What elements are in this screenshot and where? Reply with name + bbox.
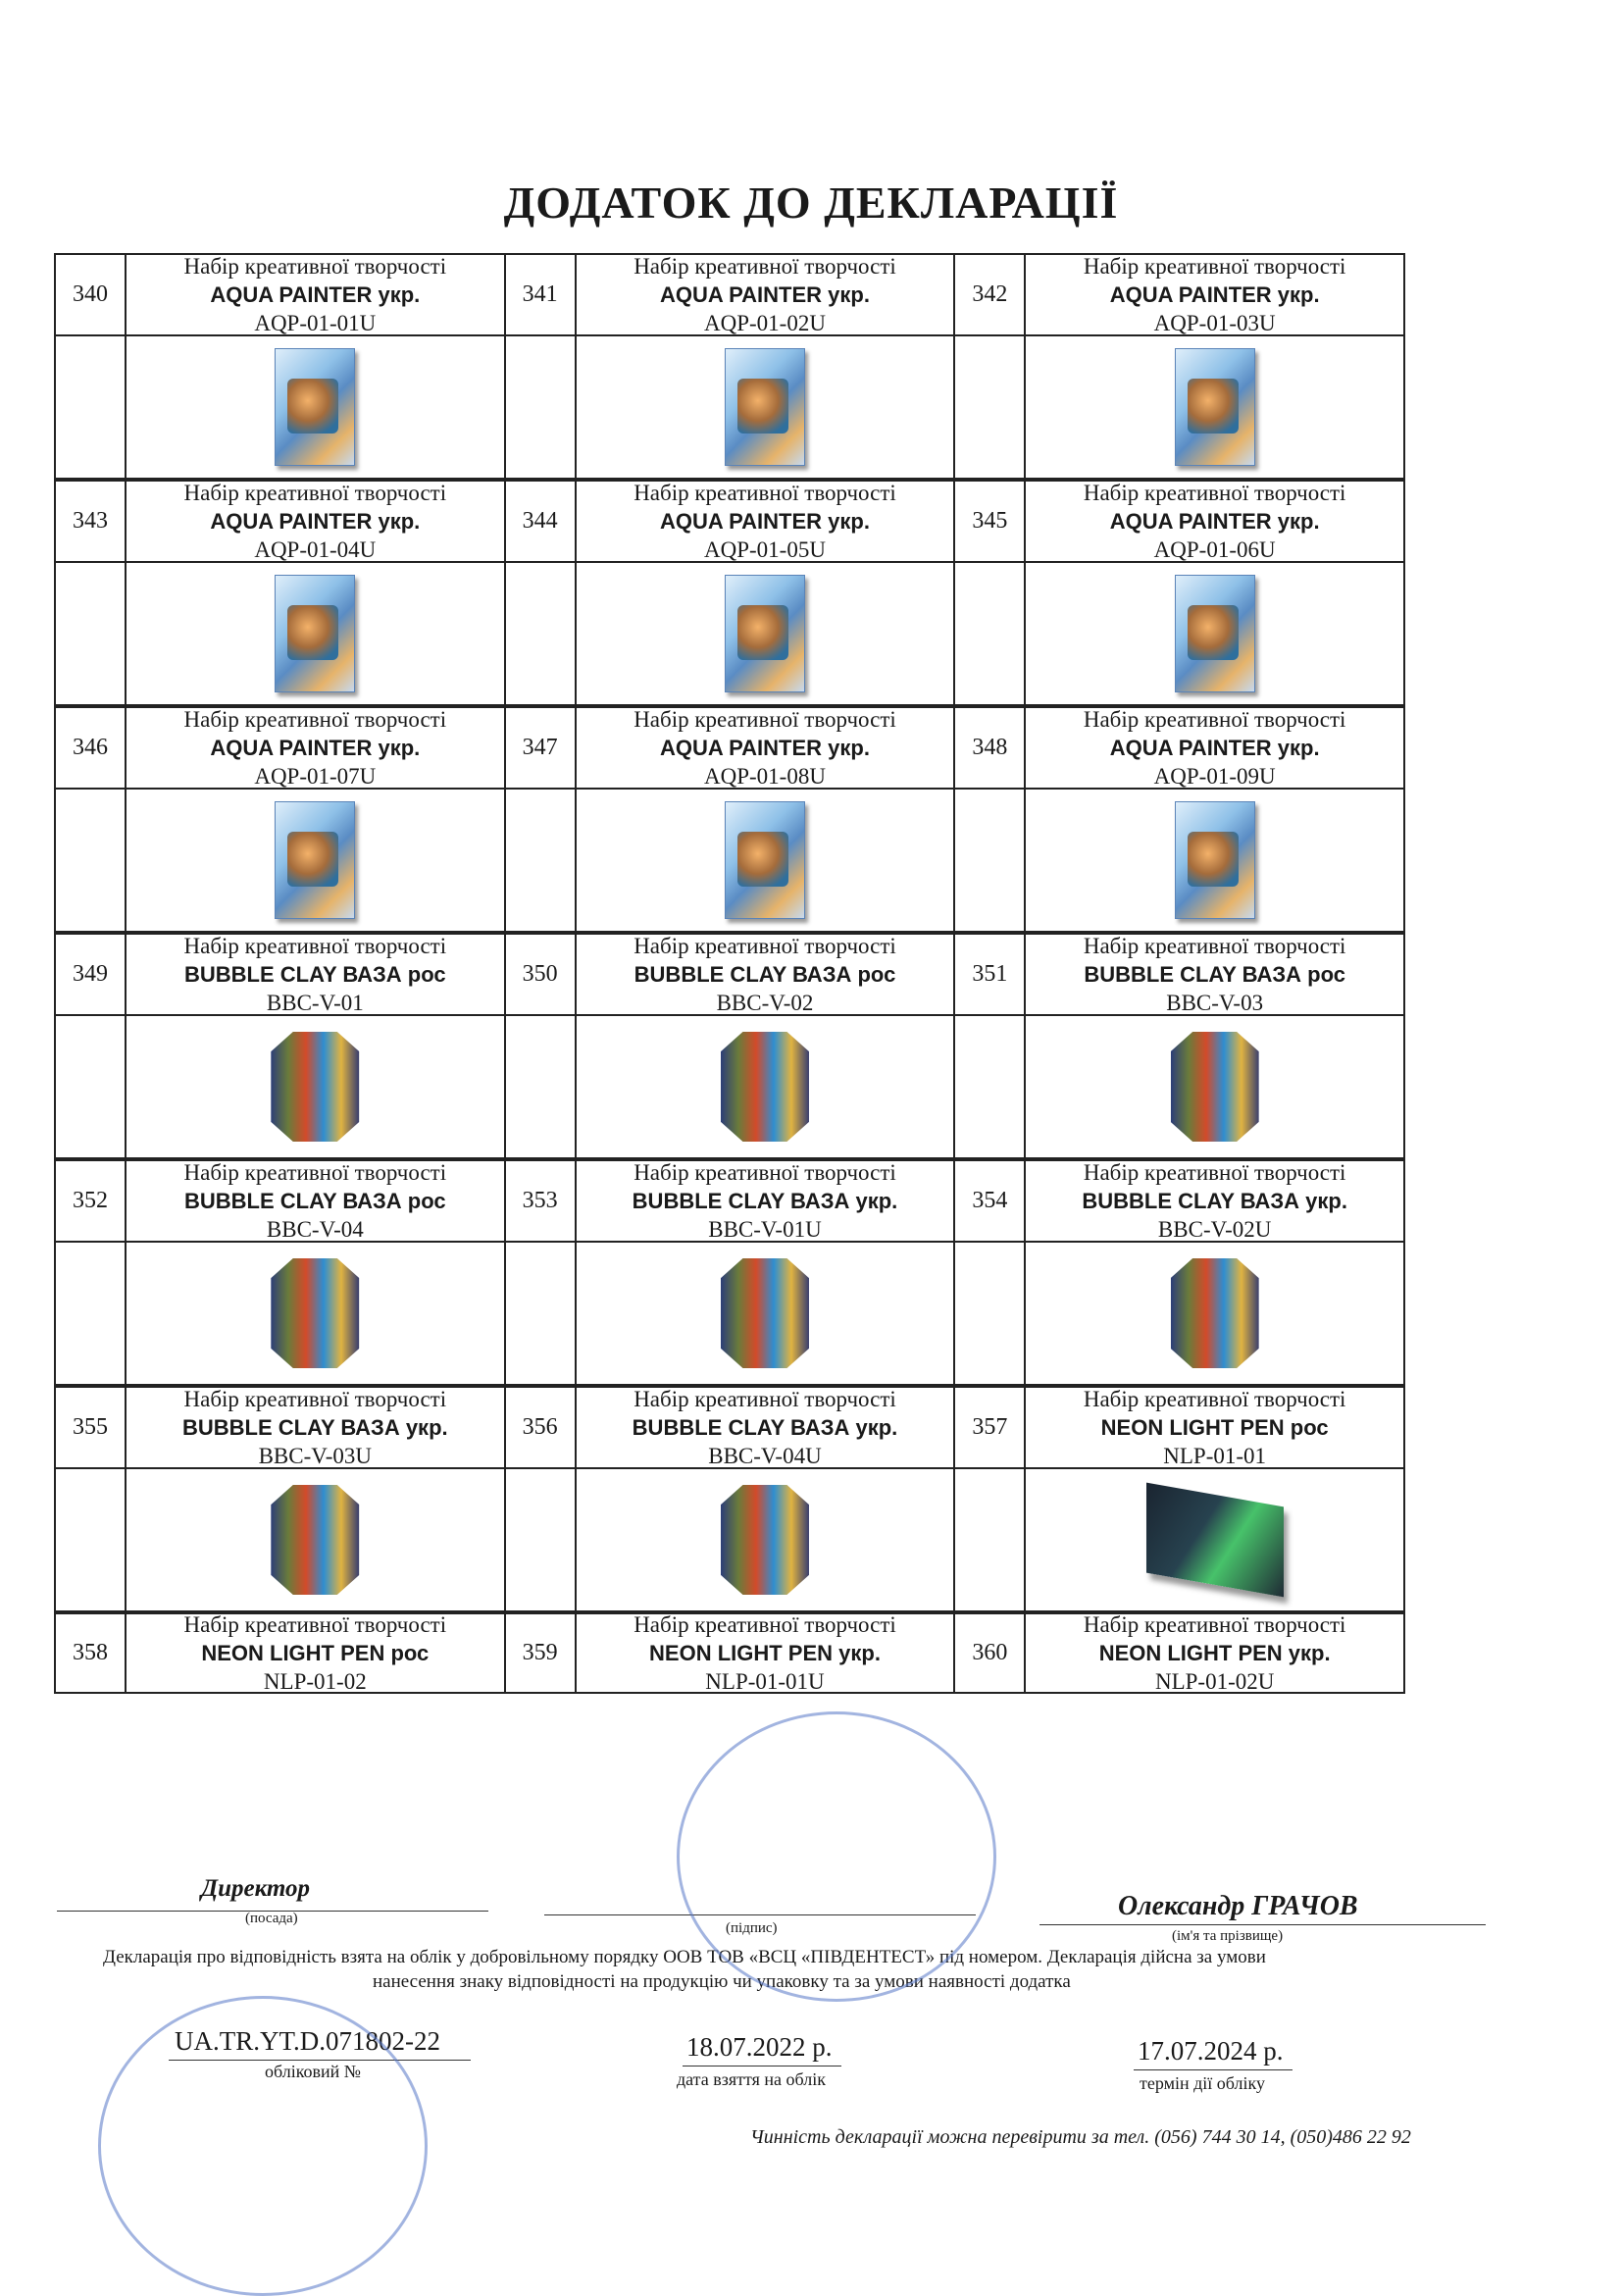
table-row [54, 1612, 1405, 1694]
date-valid: 17.07.2024 р. [1138, 2036, 1284, 2066]
item-name-line2: BUBBLE CLAY ВАЗА рос [1084, 962, 1345, 987]
date-taken: 18.07.2022 р. [686, 2032, 833, 2062]
item-name-line3: BBC-V-03 [1166, 991, 1264, 1015]
item-name-line2: AQUA PAINTER укр. [660, 282, 870, 307]
empty-cell [955, 1241, 1026, 1386]
item-name-line3: NLP-01-01 [1163, 1444, 1267, 1468]
item-name-line1: Набір креативної творчості [183, 707, 447, 732]
empty-cell [506, 561, 577, 706]
table-row [54, 706, 1405, 933]
product-image [1175, 575, 1255, 692]
item-name-line1: Набір креативної творчості [1083, 1387, 1346, 1411]
item-name-line1: Набір креативної творчості [634, 707, 896, 732]
empty-cell [56, 1014, 127, 1159]
item-name [127, 480, 506, 561]
item-name-line3: AQP-01-09U [1153, 764, 1276, 789]
declaration-note-1: Декларація про відповідність взята на облік у добровільному порядку ООВ ТОВ «ВСЦ «ПІВДЕНТЕСТ» під номером. Декларація дійсна за умови [103, 1947, 1266, 1967]
item-number: 352 [56, 1159, 127, 1241]
empty-cell [56, 561, 127, 706]
empty-cell [56, 788, 127, 933]
table-row [54, 253, 1405, 480]
item-name-line2: NEON LIGHT PEN рос [201, 1641, 430, 1665]
item-name-line2: BUBBLE CLAY ВАЗА рос [183, 962, 446, 987]
table-row [54, 933, 1405, 1159]
product-image-cell [577, 1241, 956, 1386]
product-image [1146, 1483, 1284, 1598]
item-number: 355 [56, 1386, 127, 1467]
empty-cell [955, 561, 1026, 706]
product-image [725, 575, 805, 692]
item-name [1026, 1612, 1405, 1694]
empty-cell [56, 334, 127, 480]
item-number: 356 [506, 1386, 577, 1467]
item-name-line2: AQUA PAINTER укр. [660, 736, 870, 760]
item-name-line3: AQP-01-03U [1153, 311, 1276, 335]
item-number: 344 [506, 480, 577, 561]
certification-stamp [98, 1996, 428, 2296]
company-stamp [677, 1711, 996, 2002]
item-name [127, 933, 506, 1014]
item-name-line2: AQUA PAINTER укр. [210, 736, 421, 760]
date-taken-caption: дата взяття на облік [677, 2069, 826, 2089]
item-name [1026, 253, 1405, 334]
empty-cell [506, 334, 577, 480]
item-name-line3: AQP-01-07U [254, 764, 377, 789]
item-name [577, 933, 956, 1014]
item-name-line2: BUBBLE CLAY ВАЗА рос [634, 962, 896, 987]
item-name-line2: AQUA PAINTER укр. [210, 282, 421, 307]
date-valid-line [1134, 2069, 1293, 2070]
item-name [1026, 933, 1405, 1014]
item-number: 359 [506, 1612, 577, 1694]
product-image-cell [1026, 788, 1405, 933]
item-name-line1: Набір креативної творчості [634, 1160, 896, 1185]
table-row [54, 480, 1405, 706]
empty-cell [506, 788, 577, 933]
item-name-line2: BUBBLE CLAY ВАЗА укр. [632, 1415, 898, 1440]
product-image [725, 801, 805, 919]
item-number: 358 [56, 1612, 127, 1694]
product-image-cell [1026, 1014, 1405, 1159]
item-name [1026, 1159, 1405, 1241]
declaration-note-2: нанесення знаку відповідності на продукцію чи упаковку та за умови наявності додатка [373, 1971, 1071, 1992]
item-name-line3: NLP-01-02U [1154, 1669, 1275, 1694]
item-name-line1: Набір креативної творчості [1083, 1160, 1346, 1185]
item-name [1026, 1386, 1405, 1467]
item-number: 360 [955, 1612, 1026, 1694]
product-image [271, 1258, 359, 1368]
item-name [577, 480, 956, 561]
item-name-line3: BBC-V-02U [1157, 1217, 1272, 1242]
table-row [54, 1159, 1405, 1386]
item-name-line2: BUBBLE CLAY ВАЗА укр. [182, 1415, 448, 1440]
item-name [577, 706, 956, 788]
product-image-cell [1026, 1241, 1405, 1386]
empty-cell [955, 334, 1026, 480]
item-name-line2: NEON LIGHT PEN рос [1100, 1415, 1329, 1440]
item-name [127, 253, 506, 334]
verify-note: Чинність декларації можна перевірити за тел. (056) 744 30 14, (050)486 22 92 [750, 2126, 1411, 2148]
product-image [271, 1032, 359, 1142]
product-image-cell [577, 1467, 956, 1612]
item-number: 340 [56, 253, 127, 334]
item-name [577, 1612, 956, 1694]
product-image [275, 348, 355, 466]
empty-cell [506, 1241, 577, 1386]
product-image [721, 1485, 809, 1595]
item-name-line2: AQUA PAINTER укр. [1109, 509, 1320, 534]
empty-cell [506, 1467, 577, 1612]
position-label: Директор [201, 1875, 311, 1902]
item-name-line3: AQP-01-04U [254, 537, 377, 562]
product-image-cell [1026, 561, 1405, 706]
registration-number: UA.TR.YT.D.071802-22 [175, 2026, 440, 2056]
item-name-line1: Набір креативної творчості [183, 1160, 447, 1185]
empty-cell [955, 1014, 1026, 1159]
item-number: 351 [955, 933, 1026, 1014]
product-image [725, 348, 805, 466]
item-name [577, 1386, 956, 1467]
item-number: 357 [955, 1386, 1026, 1467]
item-number: 347 [506, 706, 577, 788]
item-name-line2: BUBBLE CLAY ВАЗА рос [183, 1189, 446, 1213]
item-number: 343 [56, 480, 127, 561]
product-image-cell [127, 1014, 506, 1159]
item-name-line3: NLP-01-02 [263, 1669, 367, 1694]
page-title: ДОДАТОК ДО ДЕКЛАРАЦІЇ [503, 178, 1119, 228]
item-name-line3: BBC-V-03U [258, 1444, 373, 1468]
product-image [271, 1485, 359, 1595]
item-name-line2: AQUA PAINTER укр. [210, 509, 421, 534]
product-image [1175, 348, 1255, 466]
table-row [54, 1386, 1405, 1612]
product-image-cell [127, 561, 506, 706]
product-image-cell [1026, 1467, 1405, 1612]
item-name-line1: Набір креативної творчості [1083, 481, 1346, 505]
product-image [1175, 801, 1255, 919]
empty-cell [506, 1014, 577, 1159]
item-number: 348 [955, 706, 1026, 788]
item-name-line2: NEON LIGHT PEN укр. [649, 1641, 881, 1665]
item-name-line3: BBC-V-04U [708, 1444, 822, 1468]
signer-name: Олександр ГРАЧОВ [1118, 1891, 1358, 1921]
item-name [127, 706, 506, 788]
item-number: 341 [506, 253, 577, 334]
item-name-line1: Набір креативної творчості [1083, 707, 1346, 732]
product-image [721, 1032, 809, 1142]
product-image-cell [127, 334, 506, 480]
item-name-line1: Набір креативної творчості [183, 1612, 447, 1637]
item-number: 346 [56, 706, 127, 788]
item-name-line1: Набір креативної творчості [634, 481, 896, 505]
product-image-cell [1026, 334, 1405, 480]
product-image [1171, 1258, 1259, 1368]
empty-cell [955, 788, 1026, 933]
product-image-cell [127, 1241, 506, 1386]
product-image-cell [577, 1014, 956, 1159]
date-valid-caption: термін дії обліку [1140, 2073, 1265, 2093]
name-caption: (ім'я та прізвище) [1172, 1928, 1284, 1944]
item-name-line1: Набір креативної творчості [183, 481, 447, 505]
item-number: 353 [506, 1159, 577, 1241]
empty-cell [56, 1241, 127, 1386]
item-number: 354 [955, 1159, 1026, 1241]
item-name [127, 1386, 506, 1467]
item-name [127, 1159, 506, 1241]
item-name-line3: AQP-01-06U [1153, 537, 1276, 562]
item-name-line2: AQUA PAINTER укр. [1109, 282, 1320, 307]
registration-caption: обліковий № [265, 2062, 361, 2081]
position-caption: (посада) [245, 1911, 298, 1926]
item-name-line3: BBC-V-02 [716, 991, 814, 1015]
product-image-cell [577, 334, 956, 480]
product-image-cell [577, 561, 956, 706]
item-name-line1: Набір креативної творчості [634, 934, 896, 958]
product-image-cell [127, 788, 506, 933]
item-name [127, 1612, 506, 1694]
item-name-line2: BUBBLE CLAY ВАЗА укр. [632, 1189, 898, 1213]
item-name [1026, 706, 1405, 788]
item-name-line3: BBC-V-01U [708, 1217, 822, 1242]
item-name-line1: Набір креативної творчості [1083, 1612, 1346, 1637]
item-name-line3: AQP-01-05U [704, 537, 826, 562]
item-name-line1: Набір креативної творчості [634, 254, 896, 279]
item-name-line3: BBC-V-01 [266, 991, 364, 1015]
item-name [577, 1159, 956, 1241]
empty-cell [955, 1467, 1026, 1612]
item-number: 350 [506, 933, 577, 1014]
item-name-line1: Набір креативної творчості [183, 1387, 447, 1411]
item-name-line1: Набір креативної творчості [183, 934, 447, 958]
item-name-line2: NEON LIGHT PEN укр. [1098, 1641, 1331, 1665]
products-table [54, 253, 1405, 1694]
product-image [275, 801, 355, 919]
item-name-line2: BUBBLE CLAY ВАЗА укр. [1082, 1189, 1347, 1213]
item-name-line1: Набір креативної творчості [183, 254, 447, 279]
item-number: 349 [56, 933, 127, 1014]
name-line [1039, 1924, 1486, 1925]
item-name-line2: AQUA PAINTER укр. [660, 509, 870, 534]
item-name [577, 253, 956, 334]
item-name-line3: AQP-01-01U [254, 311, 377, 335]
item-name-line1: Набір креативної творчості [634, 1387, 896, 1411]
item-name [1026, 480, 1405, 561]
item-name-line1: Набір креативної творчості [1083, 934, 1346, 958]
item-name-line3: AQP-01-08U [704, 764, 826, 789]
item-name-line2: AQUA PAINTER укр. [1109, 736, 1320, 760]
item-name-line1: Набір креативної творчості [1083, 254, 1346, 279]
item-name-line3: NLP-01-01U [705, 1669, 825, 1694]
product-image [721, 1258, 809, 1368]
item-name-line3: AQP-01-02U [704, 311, 826, 335]
product-image [1171, 1032, 1259, 1142]
item-name-line1: Набір креативної творчості [634, 1612, 896, 1637]
product-image-cell [127, 1467, 506, 1612]
empty-cell [56, 1467, 127, 1612]
product-image [275, 575, 355, 692]
signature-caption: (підпис) [726, 1920, 778, 1936]
item-number: 342 [955, 253, 1026, 334]
item-number: 345 [955, 480, 1026, 561]
item-name-line3: BBC-V-04 [266, 1217, 364, 1242]
product-image-cell [577, 788, 956, 933]
